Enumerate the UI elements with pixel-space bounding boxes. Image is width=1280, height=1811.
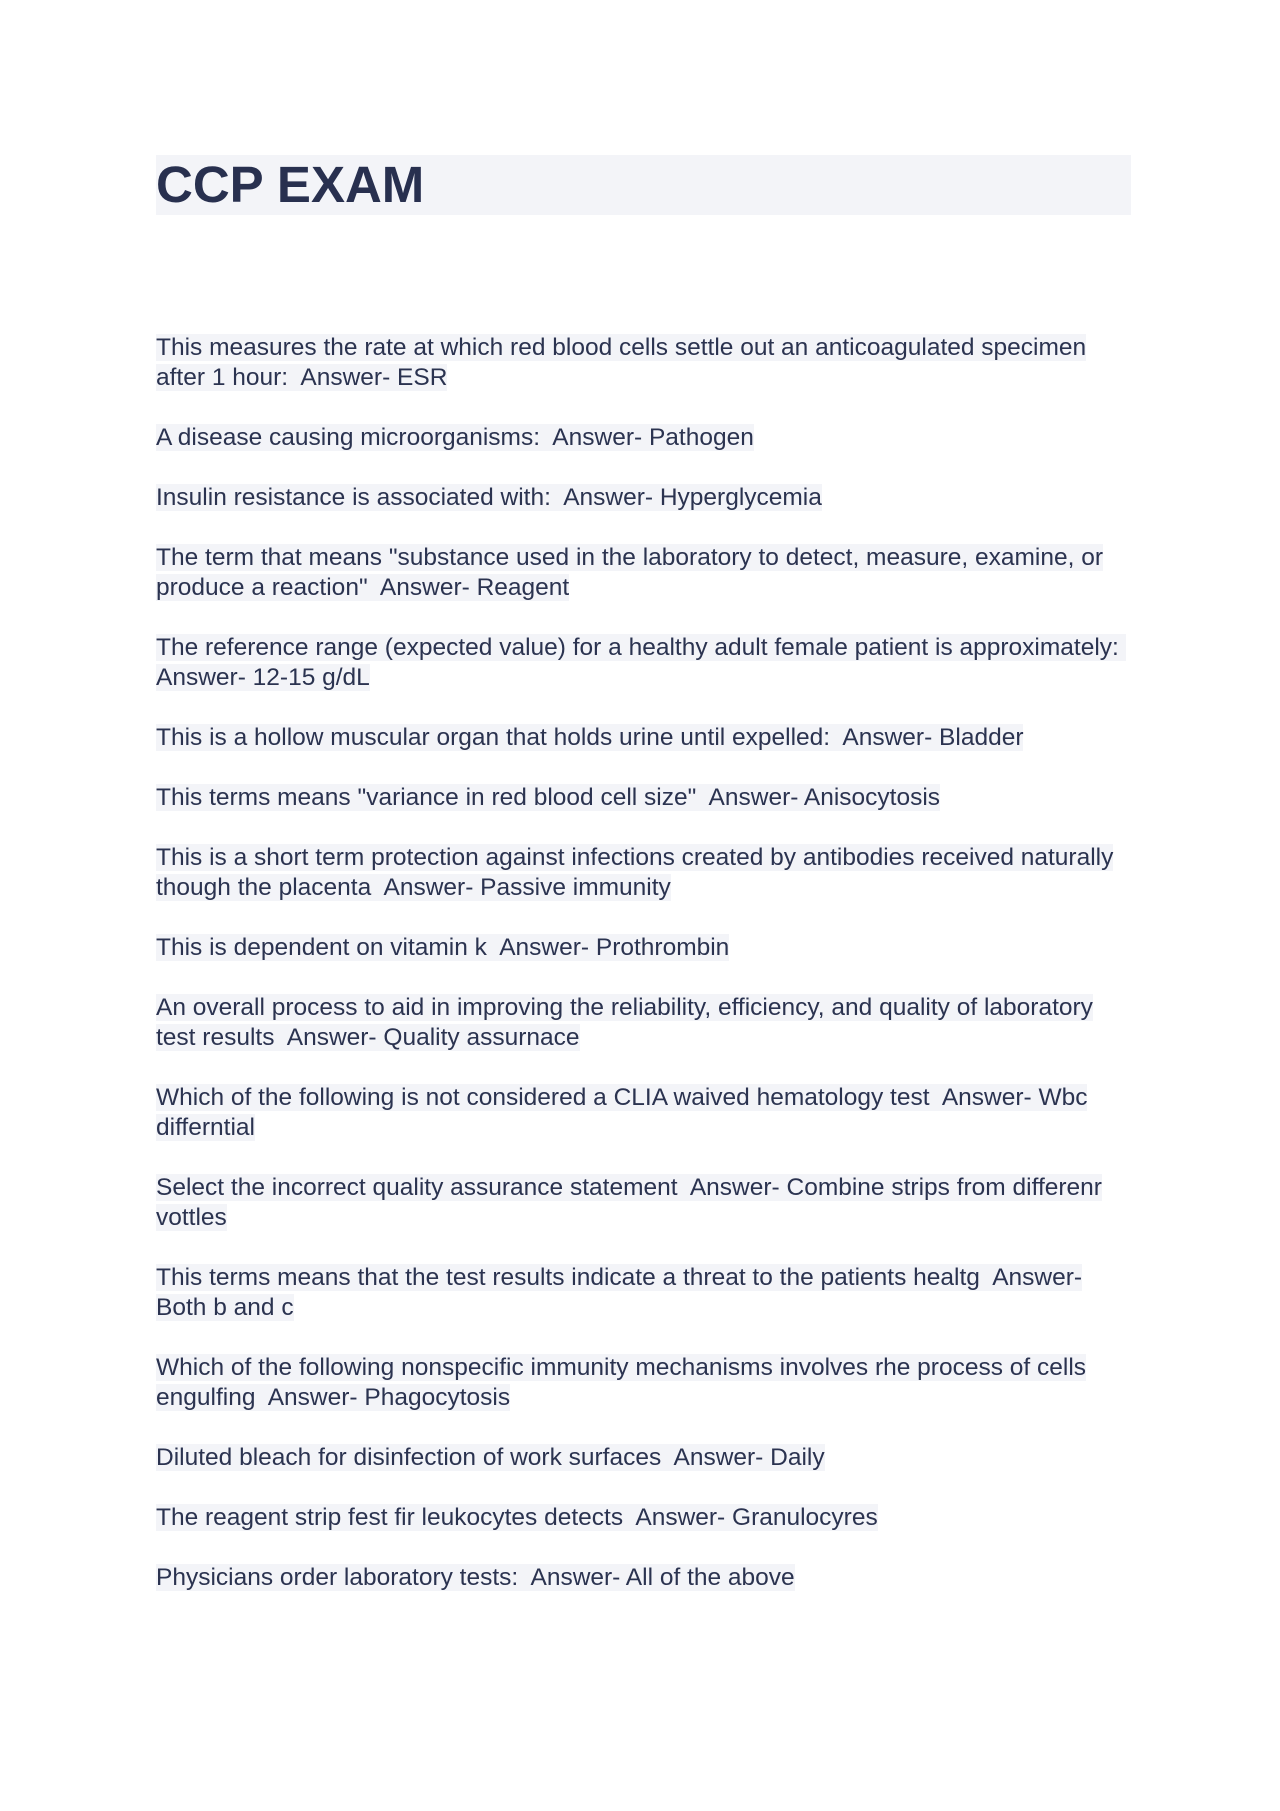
qa-item xyxy=(156,1443,1131,1473)
answer-text: Answer- All of the above xyxy=(530,1564,795,1591)
qa-item xyxy=(156,1263,1131,1323)
answer-text: Answer- Phagocytosis xyxy=(267,1384,511,1411)
answer-text: Answer- Pathogen xyxy=(552,424,754,451)
question-text: The term that means "substance used in the laboratory to detect, measure, examine, or produce a reaction" xyxy=(156,544,1103,601)
question-text: This is dependent on vitamin k xyxy=(156,934,487,961)
question-text: Physicians order laboratory tests: xyxy=(156,1564,519,1591)
answer-text: Answer- ESR xyxy=(300,364,448,391)
qa-item xyxy=(156,1503,1131,1533)
answer-text: Answer- 12-15 g/dL xyxy=(156,664,370,691)
question-text: Select the incorrect quality assurance statement xyxy=(156,1174,678,1201)
question-text: This terms means "variance in red blood cell size" xyxy=(156,784,697,811)
qa-item xyxy=(156,1173,1131,1233)
qa-item xyxy=(156,843,1131,903)
qa-item xyxy=(156,783,1131,813)
qa-item xyxy=(156,993,1131,1053)
answer-text: Answer- Reagent xyxy=(379,574,570,601)
qa-item xyxy=(156,423,1131,453)
question-text: Insulin resistance is associated with: xyxy=(156,484,551,511)
page-title: CCP EXAM xyxy=(156,156,425,213)
qa-item xyxy=(156,633,1131,693)
question-text: A disease causing microorganisms: xyxy=(156,424,541,451)
answer-text: Answer- Prothrombin xyxy=(499,934,730,961)
qa-item xyxy=(156,543,1131,603)
question-text: Which of the following is not considered a CLIA waived hematology test xyxy=(156,1084,930,1111)
qa-item xyxy=(156,1083,1131,1143)
question-text: This is a hollow muscular organ that holds urine until expelled: xyxy=(156,724,831,751)
question-text: The reagent strip fest fir leukocytes detects xyxy=(156,1504,624,1531)
qa-item xyxy=(156,723,1131,753)
question-text: Diluted bleach for disinfection of work surfaces xyxy=(156,1444,662,1471)
question-text: An overall process to aid in improving the reliability, efficiency, and quality of laboratory test results xyxy=(156,994,1093,1051)
answer-text: Answer- Combine strips from differenr vottles xyxy=(156,1174,1102,1231)
answer-text: Answer- Anisocytosis xyxy=(708,784,941,811)
answer-text: Answer- Both b and c xyxy=(156,1264,1083,1321)
qa-item xyxy=(156,333,1131,393)
answer-text: Answer- Hyperglycemia xyxy=(563,484,822,511)
answer-text: Answer- Quality assurnace xyxy=(286,1024,580,1051)
qa-item xyxy=(156,933,1131,963)
question-text: This measures the rate at which red blood cells settle out an anticoagulated specimen after 1 hour: xyxy=(156,334,1087,391)
question-text: This terms means that the test results indicate a threat to the patients healtg xyxy=(156,1264,980,1291)
question-text: Which of the following nonspecific immunity mechanisms involves rhe process of cells engulfing xyxy=(156,1354,1087,1411)
answer-text: Answer- Passive immunity xyxy=(383,874,671,901)
qa-list xyxy=(156,333,1131,1623)
answer-text: Answer- Bladder xyxy=(842,724,1024,751)
answer-text: Answer- Wbc differntial xyxy=(156,1084,1088,1141)
qa-item xyxy=(156,1563,1131,1593)
answer-text: Answer- Daily xyxy=(673,1444,825,1471)
answer-text: Answer- Granulocyres xyxy=(635,1504,878,1531)
question-text: The reference range (expected value) for a healthy adult female patient is approximately: xyxy=(156,634,1119,661)
qa-item xyxy=(156,483,1131,513)
qa-item xyxy=(156,1353,1131,1413)
question-text: This is a short term protection against infections created by antibodies received naturally though the placenta xyxy=(156,844,1114,901)
